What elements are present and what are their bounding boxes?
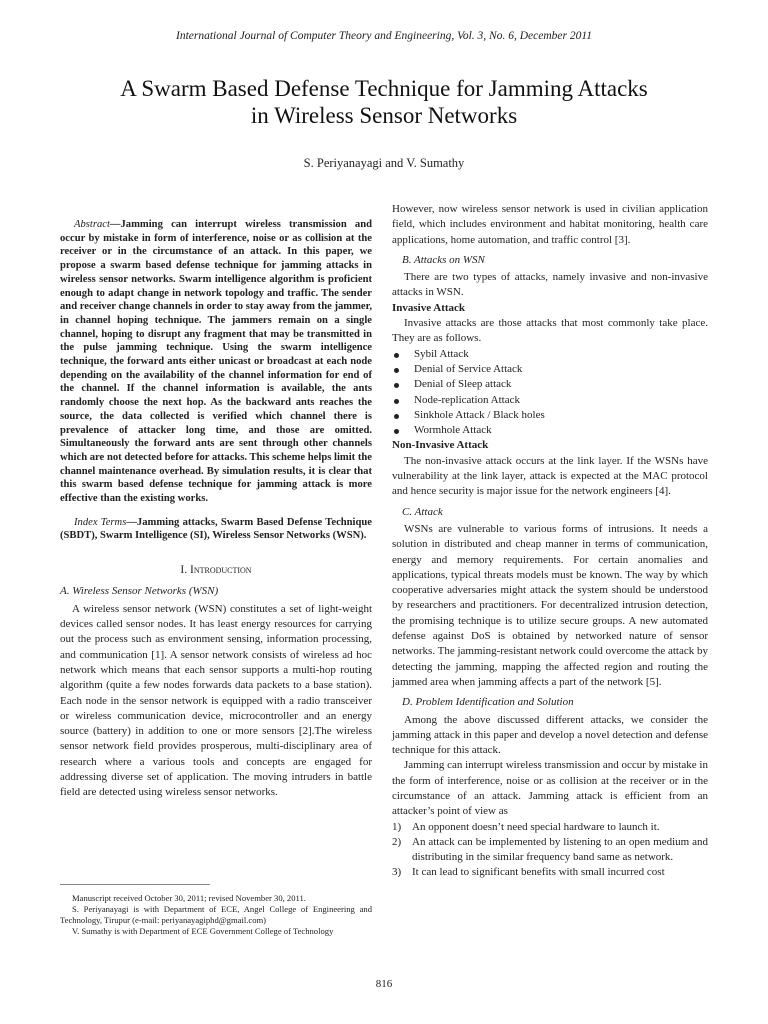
bullet-icon — [394, 353, 399, 358]
title-line-2: in Wireless Sensor Networks — [250, 103, 518, 128]
invasive-attack-heading: Invasive Attack — [392, 301, 466, 314]
list-item: 3) It can lead to significant benefits with small incurred cost — [392, 866, 665, 879]
bullet-icon — [394, 429, 399, 434]
list-item: Sybil Attack — [392, 347, 708, 362]
abstract-label: Abstract — [74, 219, 110, 230]
page-number: 816 — [375, 978, 393, 990]
subsection-wsn: A. Wireless Sensor Networks (WSN) — [60, 585, 219, 598]
abstract — [60, 218, 372, 506]
paragraph-attack: WSNs are vulnerable to various forms of intrusions. It needs a solution in distributed and cheap manner in terms of communication, energy and memory requirements. For certain anomalies and applications, typical threats models must be known. The way by which cooperative adversaries might attack the system should be understood by researchers and practitioners. For decentralized intrusion detection, the promising technique is to utilize secure groups. A new automated defense against DoS is obtained by networked nature of sensor networks. The jamming-resistant network could overcome the attack by detecting the jamming, mapping the affected region and routing the jammed area when jamming affects a part of the network [5]. — [392, 522, 708, 688]
index-terms-dash: — — [126, 516, 137, 528]
footnotes — [60, 893, 372, 937]
index-terms-label: Index Terms — [74, 516, 127, 528]
abstract-text: Jamming can interrupt wireless transmission and occur by mistake in form of interference, noise or as collision at the receiver or in the circumstance of an attack. In this paper, we propose a swarm based defense technique for jamming attacks in wireless sensor networks. Swarm intelligence algorithm is proficient enough to adapt change in network topology and traffic. The sender and receiver change channels in order to stay away from the jammer, in channel hoping technique. The jammers remain on a single channel, hoping to disrupt any fragment that may be transmitted in the pulse jamming technique. Using the swarm intelligence technique, the forward ants either unicast or broadcast at each node depending on the availability of the channel information for end of the channel. If the channel information is available, the ants randomly choose the next hop. As the backward ants reaches the source, the data collected is verified which channel there is prevalence of attacker long time, and those are omitted. Simultaneously the forward ants are sent through other channels which are not detected before for attacks. This scheme helps limit the channel maintenance overhead. By simulation results, it is clear that this swarm based defense technique for jamming attack is more effective than the existing works. — [60, 219, 372, 505]
journal-header: International Journal of Computer Theory and Engineering, Vol. 3, No. 6, December 2011 — [176, 30, 592, 42]
paragraph-wsn: A wireless sensor network (WSN) constitutes a set of light-weight devices called sensor nodes. It has least energy resources for carrying out the process such as environment sensing, information processing, and communication [1]. A sensor network consists of wireless ad hoc network which means that each sensor supports a multi-hop routing algorithm (quite a few nodes forwards data packets to a base station). Each node in the sensor network is equipped with a radio transceiver or wireless communication device, microcontroller and an energy source (battery) in addition to one or more sensors [2].The wireless sensor network field provides prosperous, multi-disciplinary area of research where a various tools and concepts are engaged for addressing diverse set of application. The moving intruders in battle field are detected using wireless sensor networks. — [60, 602, 372, 799]
paragraph-invasive: Invasive attacks are those attacks that most commonly take place. They are as follows. — [392, 317, 708, 345]
paragraph-continued: However, now wireless sensor network is used in civilian application field, which includes environment and habitat monitoring, health care applications, home automation, and traffic control [3]. — [392, 203, 708, 246]
bullet-icon — [394, 399, 399, 404]
section-heading-introduction: I. Introduction — [180, 564, 252, 577]
paragraph-non-invasive: The non-invasive attack occurs at the link layer. If the WSNs have vulnerability at the link layer, attack is expected at the MAC protocol and hence security is major issue for the network engineers [4]. — [392, 454, 708, 498]
list-item: Wormhole Attack — [392, 423, 708, 438]
list-item: Node-replication Attack — [392, 393, 708, 408]
list-item: Denial of Sleep attack — [392, 377, 708, 392]
attack-list — [392, 347, 708, 439]
paragraph-attack-types: There are two types of attacks, namely invasive and non-invasive attacks in WSN. — [392, 271, 708, 299]
list-item: Denial of Service Attack — [392, 362, 708, 377]
non-invasive-attack-heading: Non-Invasive Attack — [392, 439, 489, 452]
left-column — [60, 218, 372, 801]
title-line-1: A Swarm Based Defense Technique for Jamming Attacks — [120, 76, 648, 101]
bullet-icon — [394, 368, 399, 373]
paper-title — [60, 75, 708, 129]
right-column — [392, 202, 708, 881]
paragraph-problem-1: Among the above discussed different attacks, we consider the jamming attack in this paper and develop a novel detection and defense technique for this attack. — [392, 713, 708, 757]
index-terms-text: Jamming attacks, Swarm Based Defense Technique (SBDT), Swarm Intelligence (SI), Wireless Sensor Networks (WSN). — [60, 516, 372, 542]
subsection-problem-identification: D. Problem Identification and Solution — [402, 696, 574, 709]
paragraph-problem-2: Jamming can interrupt wireless transmission and occur by mistake in the form of interference, noise or as collision at the receiver or in the circumstance of an attack. Jamming attack is efficient from an attacker’s point of view as — [392, 759, 708, 818]
list-item: 1) An opponent doesn’t need special hardware to launch it. — [392, 820, 660, 833]
subsection-attack: C. Attack — [402, 505, 443, 518]
footnote-author-2: V. Sumathy is with Department of ECE Government College of Technology — [72, 926, 334, 936]
footnote-author-1: S. Periyanayagi is with Department of ECE, Angel College of Engineering and Technology, Tirupur (e-mail: periyanayagiphd@gmail.com) — [60, 904, 372, 925]
authors: S. Periyanayagi and V. Sumathy — [303, 156, 465, 170]
subsection-attacks-on-wsn: B. Attacks on WSN — [402, 253, 485, 266]
list-item: 2) An attack can be implemented by listening to an open medium and distributing in the similar frequency band same as network. — [392, 835, 708, 864]
index-terms — [60, 516, 372, 543]
bullet-icon — [394, 414, 399, 419]
numbered-list — [392, 820, 708, 881]
bullet-icon — [394, 383, 399, 388]
footnote-divider — [60, 884, 210, 885]
list-item: Sinkhole Attack / Black holes — [392, 408, 708, 423]
abstract-dash: — — [109, 219, 121, 230]
footnote-manuscript: Manuscript received October 30, 2011; revised November 30, 2011. — [72, 893, 306, 903]
